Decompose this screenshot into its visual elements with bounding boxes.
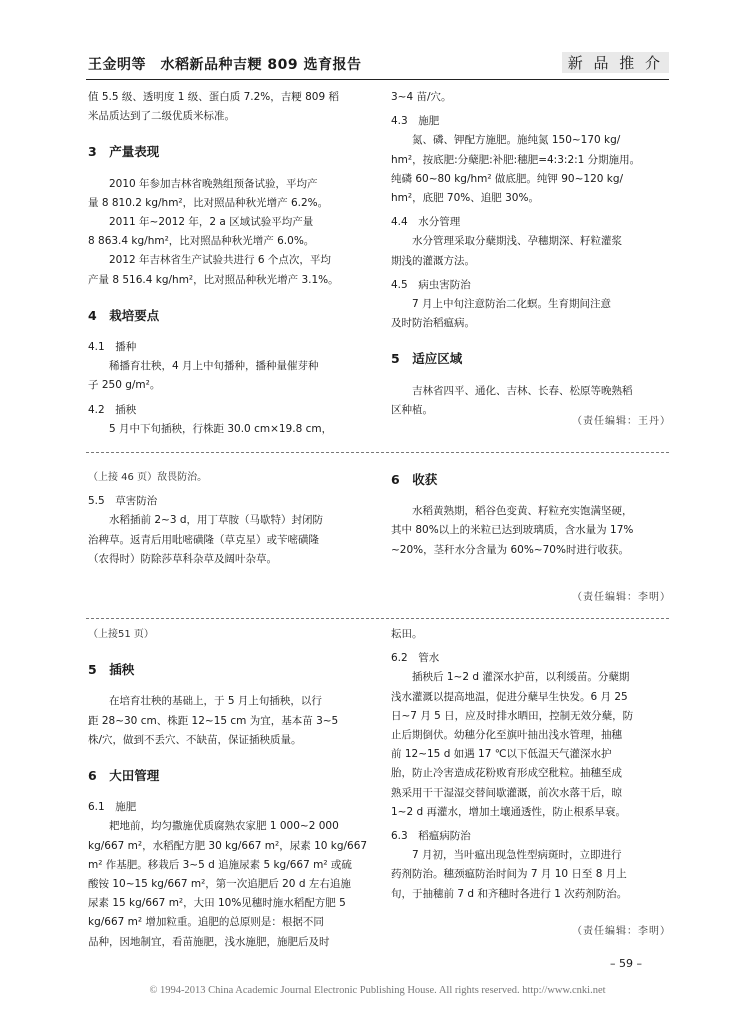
copyright-footer: © 1994-2013 China Academic Journal Electronic Publishing House. All rights reserved. http://www.cnki.net [149, 985, 606, 996]
text-line: hm²，按底肥:分蘖肥:补肥:穗肥=4:3:2:1 分期施用。 [391, 153, 641, 166]
subsection-heading: 4.2 插秧 [88, 403, 137, 416]
text-line: 2010 年参加吉林省晚熟组预备试验，平均产 [109, 177, 318, 190]
text-line: （农得时）防除莎草科杂草及阔叶杂草。 [88, 552, 277, 565]
subsection-heading: 4.3 施肥 [391, 115, 440, 128]
text-line: 熟采用干干湿湿交替间歇灌溉，前次水落干后，晾 [391, 786, 622, 799]
article1-left-column [88, 88, 366, 439]
article1-editor: （责任编辑：王丹） [572, 416, 671, 427]
text-line: 5 月中下旬插秧，行株距 30.0 cm×19.8 cm， [109, 422, 333, 435]
text-line: 区种植。 [391, 403, 433, 416]
page-number: – 59 – [610, 957, 642, 970]
text-line: 旬，于抽穗前 7 d 和齐穗时各进行 1 次药剂防治。 [391, 887, 628, 900]
section-heading: 5 适应区域 [391, 351, 463, 367]
text-line: 2012 年吉林省生产试验共进行 6 个点次，平均 [109, 254, 331, 267]
article3-editor: （责任编辑：李明） [572, 926, 671, 937]
text-line: 浅水灌溉以提高地温，促进分蘖早生快发。6 月 25 [391, 690, 628, 703]
text-line: 子 250 g/m²。 [88, 379, 161, 392]
section-label: 新 品 推 介 [562, 52, 669, 73]
section-heading: 5 插秧 [88, 662, 135, 678]
article3-left-column [88, 625, 366, 952]
subsection-heading: 4.4 水分管理 [391, 216, 461, 229]
text-line: 耘田。 [391, 628, 423, 640]
text-line: m² 作基肥。移栽后 3~5 d 追施尿素 5 kg/667 m² 或硫 [88, 858, 352, 871]
separator-1 [86, 452, 669, 453]
text-line: 3~4 苗/穴。 [391, 91, 452, 103]
text-line: 氮、磷、钾配方施肥。施纯氮 150~170 kg/ [412, 134, 621, 147]
text-line: 值 5.5 级、透明度 1 级、蛋白质 7.2%，吉粳 809 稻 [88, 91, 339, 103]
subsection-heading: 4.1 播种 [88, 341, 137, 354]
text-line: 株/穴，做到不丢穴、不缺苗，保证插秧质量。 [88, 733, 302, 746]
text-line: 产量 8 516.4 kg/hm²，比对照品种秋光增产 3.1%。 [88, 273, 339, 286]
text-line: kg/667 m²，水稻配方肥 30 kg/667 m²，尿素 10 kg/667 [88, 839, 368, 852]
article2-editor: （责任编辑：李明） [572, 592, 671, 603]
text-line: 量 8 810.2 kg/hm²，比对照品种秋光增产 6.2%。 [88, 196, 329, 209]
text-line: 7 月上中旬注意防治二化螟。生育期间注意 [412, 298, 612, 311]
section-heading: 3 产量表现 [88, 144, 160, 160]
text-line: 止后期倒伏。幼穗分化至旗叶抽出浅水管理，抽穗 [391, 729, 622, 742]
text-line: 水稻黄熟期，稻谷色变黄、籽粒充实饱满坚硬， [412, 505, 633, 518]
text-line: 纯磷 60~80 kg/hm² 做底肥。纯钾 90~120 kg/ [391, 172, 624, 185]
text-line: 耙地前，均匀撒施优质腐熟农家肥 1 000~2 000 [109, 820, 339, 833]
header-rule [86, 79, 669, 80]
text-line: 其中 80%以上的米粒已达到玻璃质，含水量为 17% [391, 524, 634, 537]
text-line: 日~7 月 5 日，应及时排水晒田，控制无效分蘖，防 [391, 709, 634, 722]
text-line: 水稻插前 2~3 d，用丁草胺（马歇特）封闭防 [109, 514, 323, 527]
text-line: （上接51 页） [88, 629, 154, 640]
subsection-heading: 4.5 病虫害防治 [391, 278, 471, 291]
text-line: 1~2 d 再灌水，增加土壤通透性，防止根系早衰。 [391, 805, 626, 818]
text-line: hm²，底肥 70%、追肥 30%。 [391, 192, 539, 205]
text-line: 8 863.4 kg/hm²，比对照品种秋光增产 6.0%。 [88, 235, 315, 248]
text-line: 2011 年~2012 年，2 a 区域试验平均产量 [109, 216, 314, 229]
section-heading: 6 收获 [391, 472, 438, 487]
subsection-heading: 6.1 施肥 [88, 801, 137, 814]
running-header [88, 54, 669, 76]
subsection-heading: 6.3 稻瘟病防治 [391, 830, 471, 843]
text-line: 在培育壮秧的基础上，于 5 月上旬插秧，以行 [109, 695, 322, 708]
text-line: kg/667 m² 增加粒重。追肥的总原则是：根据不同 [88, 916, 324, 929]
article1-right-column [391, 88, 671, 420]
section-heading: 6 大田管理 [88, 768, 160, 784]
text-line: 期浅的灌溉方法。 [391, 254, 475, 267]
text-line: 酸铵 10~15 kg/667 m²，第一次追肥后 20 d 左右追施 [88, 878, 351, 891]
text-line: 插秧后 1~2 d 灌深水护苗，以利缓苗。分蘖期 [412, 671, 630, 684]
text-line: 吉林省四平、通化、吉林、长春、松原等晚熟稻 [412, 384, 633, 397]
text-line: 品种，因地制宜，看苗施肥，浅水施肥，施肥后及时 [88, 935, 330, 948]
text-line: 稀播育壮秧，4 月上中旬播种，播种量催芽种 [109, 360, 319, 373]
text-line: 距 28~30 cm、株距 12~15 cm 为宜，基本苗 3~5 [88, 714, 339, 727]
text-line: （上接 46 页）敌畏防治。 [88, 472, 208, 483]
text-line: 胎，防止冷害造成花粉败育形成空秕粒。抽穗至成 [391, 767, 622, 780]
text-line: 及时防治稻瘟病。 [391, 317, 475, 330]
section-heading: 4 栽培要点 [88, 307, 160, 323]
text-line: 米品质达到了二级优质米标准。 [88, 110, 235, 123]
text-line: 水分管理采取分蘖期浅、孕穗期深、籽粒灌浆 [412, 235, 622, 248]
article2-left-column [88, 468, 366, 569]
text-line: 7 月初，当叶瘟出现急性型病斑时，立即进行 [412, 849, 622, 862]
article3-right-column [391, 625, 671, 904]
text-line: 治稗草。返青后用吡嘧磺隆（草克星）或苄嘧磺隆 [88, 533, 319, 546]
subsection-heading: 5.5 草害防治 [88, 495, 158, 508]
text-line: 尿素 15 kg/667 m²，大田 10%见穗时施水稻配方肥 5 [88, 897, 346, 910]
text-line: ~20%，茎秆水分含量为 60%~70%时进行收获。 [391, 543, 629, 556]
text-line: 前 12~15 d 如遇 17 ℃以下低温天气灌深水护 [391, 748, 612, 761]
separator-2 [86, 618, 669, 619]
subsection-heading: 6.2 管水 [391, 652, 440, 665]
article2-right-column [391, 470, 671, 560]
header-title: 王金明等 水稻新品种吉粳 809 选育报告 [88, 57, 362, 73]
text-line: 药剂防治。穗颈瘟防治时间为 7 月 10 日至 8 月上 [391, 868, 627, 881]
